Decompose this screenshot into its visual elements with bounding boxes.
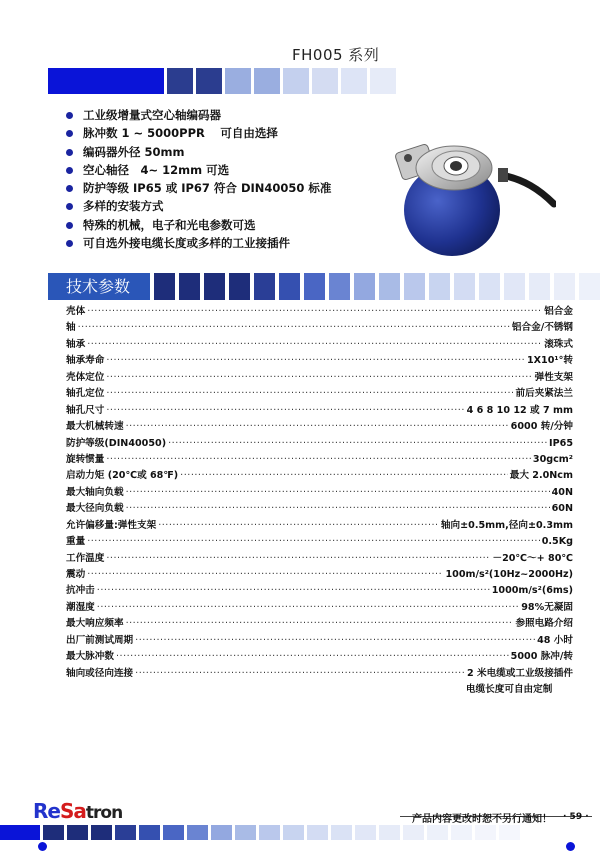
footer-band-square	[259, 825, 280, 840]
leader-dots	[158, 520, 439, 531]
spec-band-square	[429, 273, 450, 300]
footer-band-square	[115, 825, 136, 840]
spec-value: 铝合金/不锈钢	[511, 322, 573, 334]
spec-row	[66, 648, 573, 664]
leader-dots	[106, 388, 513, 399]
bullet-icon	[66, 203, 73, 210]
spec-label: 出厂前测试周期	[66, 634, 134, 646]
spec-row	[66, 336, 573, 352]
bullet-icon	[66, 112, 73, 119]
leader-dots	[97, 585, 490, 596]
spec-row	[66, 582, 573, 598]
spec-label: 轴孔尺寸	[66, 404, 105, 416]
spec-value: 1000m/s²(6ms)	[491, 585, 573, 597]
spec-label: 最大响应频率	[66, 618, 124, 630]
spec-band-square	[454, 273, 475, 300]
footer-band-square	[451, 825, 472, 840]
footer-band-square	[91, 825, 112, 840]
spec-value: －20℃～+ 80℃	[492, 552, 573, 564]
spec-label: 轴承	[66, 338, 86, 350]
spec-label: 壳体定位	[66, 371, 105, 383]
feature-item: 脉冲数 1 ~ 5000PPR 可自由选择	[66, 124, 331, 142]
leader-dots	[106, 454, 531, 465]
spec-row	[66, 665, 573, 681]
title-band-square	[167, 68, 193, 94]
feature-item: 可自选外接电缆长度或多样的工业接插件	[66, 234, 331, 252]
spec-label: 抗冲击	[66, 585, 95, 597]
footer-band-square	[355, 825, 376, 840]
spec-row	[66, 632, 573, 648]
spec-label: 震动	[66, 569, 86, 580]
footer-note: 产品内容更改时恕不另行通知！	[412, 814, 552, 825]
spec-row	[66, 435, 573, 451]
leader-dots	[126, 487, 550, 498]
spec-value: 6000 转/分钟	[510, 421, 573, 433]
spec-value: 98%无凝固	[521, 601, 573, 613]
spec-band-square	[154, 273, 175, 300]
spec-row	[66, 369, 573, 385]
spec-band-square	[354, 273, 375, 300]
spec-band-square	[554, 273, 575, 300]
spec-value: 轴向±0.5mm,径向±0.3mm	[440, 519, 573, 531]
leader-dots	[78, 322, 510, 333]
spec-band-square	[479, 273, 500, 300]
title-band-square	[370, 68, 396, 94]
leader-dots	[106, 372, 532, 383]
title-band-square	[254, 68, 280, 94]
spec-band-square	[329, 273, 350, 300]
spec-value: 滚珠式	[544, 338, 573, 350]
spec-label: 最大脉冲数	[66, 651, 114, 663]
spec-label: 最大机械转速	[66, 421, 124, 433]
spec-row	[66, 303, 573, 319]
spec-label: 最大轴向负载	[66, 486, 124, 498]
feature-item: 工业级增量式空心轴编码器	[66, 106, 331, 124]
spec-row	[66, 599, 573, 615]
footer-band-square	[139, 825, 160, 840]
footer-band-square	[283, 825, 304, 840]
bullet-icon	[66, 167, 73, 174]
leader-dots	[135, 635, 535, 646]
spec-value: 前后夹紧法兰	[515, 388, 573, 400]
footer-band-square	[43, 825, 64, 840]
leader-dots	[126, 421, 509, 432]
leader-dots	[126, 503, 550, 514]
leader-dots	[168, 438, 547, 449]
spec-band-square	[529, 273, 550, 300]
bullet-icon	[66, 149, 73, 156]
title-band-square	[196, 68, 222, 94]
title-decor-band	[48, 68, 396, 94]
leader-dots	[97, 602, 519, 613]
spec-label: 轴	[66, 322, 76, 334]
spec-value: IP65	[549, 437, 573, 449]
spec-label: 防护等级(DIN40050)	[66, 437, 167, 449]
spec-value: 5000 脉冲/转	[510, 651, 573, 663]
leader-dots	[116, 651, 509, 662]
spec-extra-note: 电缆长度可自由定制	[466, 684, 553, 695]
spec-section-title: 技术参数	[48, 273, 150, 300]
spec-row	[66, 615, 573, 631]
spec-label: 启动力矩 (20℃或 68℉)	[66, 470, 179, 482]
feature-item: 防护等级 IP65 或 IP67 符合 DIN40050 标准	[66, 179, 331, 197]
footer-band-square	[235, 825, 256, 840]
title-band-square	[283, 68, 309, 94]
spec-row	[66, 484, 573, 500]
feature-item: 特殊的机械，电子和光电参数可选	[66, 216, 331, 234]
spec-value: 60N	[551, 503, 573, 515]
spec-row	[66, 500, 573, 516]
title-band-lead	[48, 68, 164, 94]
spec-label: 壳体	[66, 306, 86, 317]
spec-value: 48 小时	[537, 634, 573, 646]
feature-item: 编码器外径 50mm	[66, 143, 331, 161]
spec-band-square	[504, 273, 525, 300]
leader-dots	[87, 339, 542, 350]
spec-table	[66, 303, 573, 681]
footer-band-square	[499, 825, 520, 840]
spec-value: 铝合金	[544, 306, 573, 317]
spec-row	[66, 352, 573, 368]
leader-dots	[87, 569, 443, 580]
spec-band-square	[304, 273, 325, 300]
spec-band-square	[279, 273, 300, 300]
spec-label: 轴承寿命	[66, 355, 105, 367]
encoder-product-image	[388, 128, 556, 260]
spec-row	[66, 418, 573, 434]
spec-label: 最大径向负载	[66, 503, 124, 515]
page-title: FH005 系列	[292, 46, 380, 64]
corner-dot	[566, 842, 575, 851]
spec-value: 40N	[551, 486, 573, 498]
spec-band-square	[179, 273, 200, 300]
spec-value: 30gcm²	[532, 453, 573, 465]
spec-band-square	[379, 273, 400, 300]
spec-value: 弹性支架	[534, 371, 573, 383]
spec-value: 2 米电缆或工业级接插件	[467, 667, 573, 679]
spec-band-square	[229, 273, 250, 300]
feature-item: 多样的安装方式	[66, 197, 331, 215]
spec-label: 工作温度	[66, 552, 105, 564]
title-band-square	[312, 68, 338, 94]
feature-item: 空心轴径 4~ 12mm 可选	[66, 161, 331, 179]
title-band-square	[341, 68, 367, 94]
spec-row	[66, 533, 573, 549]
spec-label: 潮湿度	[66, 601, 95, 613]
footer-band-lead	[0, 825, 40, 840]
footer-band-square	[163, 825, 184, 840]
spec-band-square	[579, 273, 600, 300]
spec-value: 4 6 8 10 12 或 7 mm	[466, 404, 573, 416]
spec-row	[66, 451, 573, 467]
leader-dots	[106, 405, 464, 416]
footer-band-square	[187, 825, 208, 840]
footer-band-square	[331, 825, 352, 840]
spec-band-square	[204, 273, 225, 300]
spec-label: 旋转惯量	[66, 453, 105, 465]
spec-value: 最大 2.0Ncm	[509, 470, 573, 482]
spec-row	[66, 467, 573, 483]
bullet-icon	[66, 185, 73, 192]
spec-band-square	[404, 273, 425, 300]
spec-value: 100m/s²(10Hz~2000Hz)	[445, 569, 573, 580]
leader-dots	[135, 668, 465, 679]
footer-band-square	[379, 825, 400, 840]
footer-band-square	[307, 825, 328, 840]
bullet-icon	[66, 222, 73, 229]
leader-dots	[106, 355, 525, 366]
page-number: · 59 ·	[563, 812, 589, 822]
spec-row	[66, 550, 573, 566]
footer-band-square	[475, 825, 496, 840]
spec-row	[66, 385, 573, 401]
footer-decor-band	[0, 825, 520, 840]
spec-value: 参照电路介绍	[515, 618, 573, 630]
spec-value: 0.5Kg	[541, 536, 573, 548]
footer-band-square	[211, 825, 232, 840]
spec-label: 轴孔定位	[66, 388, 105, 400]
spec-row	[66, 402, 573, 418]
corner-dot	[38, 842, 47, 851]
leader-dots	[87, 536, 540, 547]
spec-label: 重量	[66, 536, 86, 548]
leader-dots	[106, 553, 490, 564]
spec-row	[66, 319, 573, 335]
footer-band-square	[403, 825, 424, 840]
title-band-square	[225, 68, 251, 94]
spec-row	[66, 566, 573, 582]
spec-label: 轴向或径向连接	[66, 667, 134, 679]
footer-band-square	[67, 825, 88, 840]
spec-row	[66, 517, 573, 533]
bullet-icon	[66, 240, 73, 247]
leader-dots	[87, 306, 542, 317]
spec-label: 允许偏移量:弹性支架	[66, 519, 157, 531]
spec-band-square	[254, 273, 275, 300]
resatron-logo: ReSatron	[33, 799, 123, 823]
spec-section-header	[48, 273, 604, 300]
bullet-icon	[66, 130, 73, 137]
spec-value: 1X10¹°转	[526, 355, 573, 367]
leader-dots	[180, 470, 508, 481]
feature-list	[66, 106, 331, 252]
leader-dots	[126, 618, 514, 629]
footer-band-square	[427, 825, 448, 840]
